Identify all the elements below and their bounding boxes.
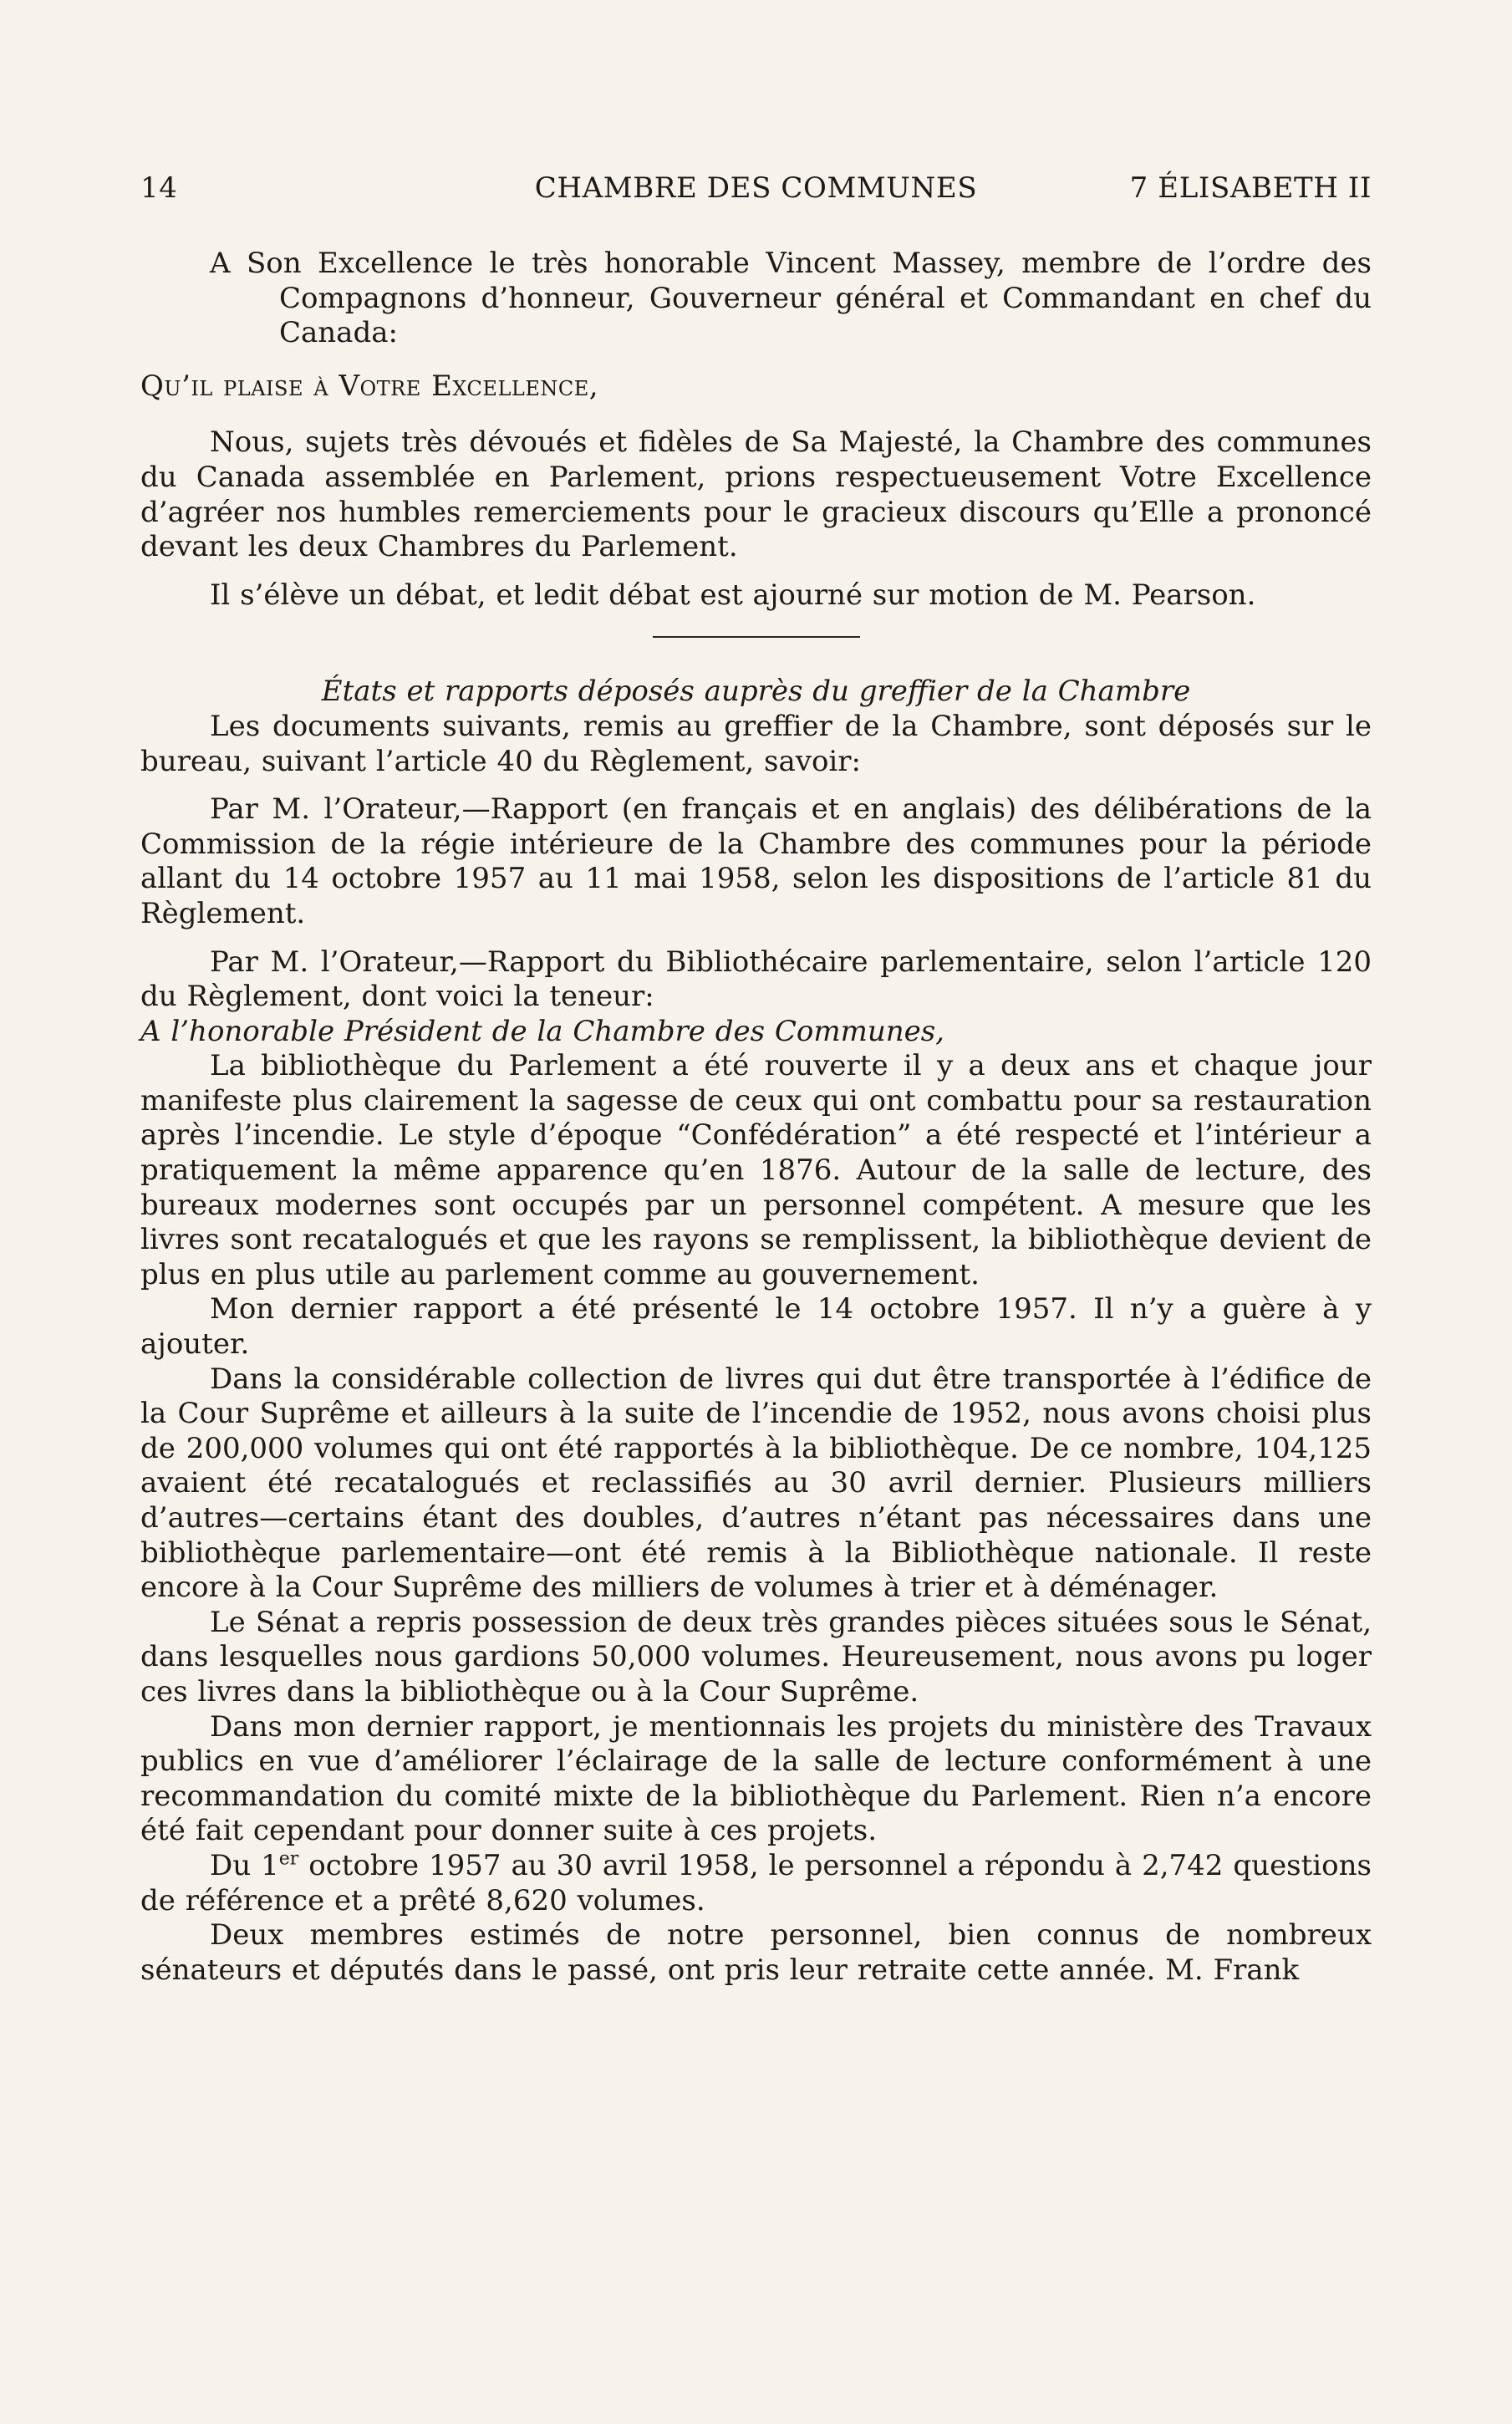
ordinal-superscript: er [278, 1848, 299, 1870]
statistics-paragraph [140, 1849, 1372, 1918]
page-number: 14 [140, 171, 178, 205]
page-body [140, 247, 1372, 1988]
documents-intro-paragraph: Les documents suivants, remis au greffier de la Chambre, sont déposés sur le bureau, suivant l’article 40 du Règlement, savoir: [140, 709, 1372, 778]
running-header [140, 167, 1372, 209]
body-paragraph: Dans la considérable collection de livres qui dut être transportée à l’édifice de la Cour Suprême et ailleurs à la suite de l’incendie de 1952, nous avons choisi plus de 200,000 volumes qui ont été rapportés à la bibliothèque. De ce nombre, 104,125 avaient été recatalogués et reclassifiés au 30 avril dernier. Plusieurs milliers d’autres—certains étant des doubles, d’autres n’étant pas nécessaires dans une bibliothèque parlementaire—ont été remis à la Bibliothèque nationale. Il reste encore à la Cour Suprême des milliers de volumes à trier et à déménager. [140, 1362, 1372, 1605]
body-paragraph: Mon dernier rapport a été présenté le 14 octobre 1957. Il n’y a guère à y ajouter. [140, 1292, 1372, 1362]
debate-paragraph: Il s’élève un débat, et ledit débat est ajourné sur motion de M. Pearson. [210, 578, 1256, 612]
salutation: Qu’il plaise à Votre Excellence, [140, 369, 599, 403]
body-paragraph: La bibliothèque du Parlement a été rouverte il y a deux ans et chaque jour manifeste plus clairement la sagesse de ceux qui ont combattu pour sa restauration après l’incendie. Le style d’époque “Confédération” a été respecté et l’intérieur a pratiquement la même apparence qu’en 1876. Autour de la salle de lecture, des bureaux modernes sont occupés par un personnel compétent. A mesure que les livres sont recatalogués et que les rayons se remplissent, la bibliothèque devient de plus en plus utile au parlement comme au gouvernement. [140, 1049, 1372, 1291]
body-paragraph: Dans mon dernier rapport, je mentionnais les projets du ministère des Travaux publics en vue d’améliorer l’éclairage de la salle de lecture conformément à une recommandation du comité mixte de la bibliothèque du Parlement. Rien n’a encore été fait cependant pour donner suite à ces projets. [140, 1709, 1372, 1848]
address-to-governor-general: A Son Excellence le très honorable Vincent Massey, membre de l’ordre des Compagnons d’honneur, Gouverneur général et Commandant en chef du Canada: [210, 247, 1372, 350]
report-paragraph-1: Par M. l’Orateur,—Rapport (en français et en anglais) des délibérations de la Commission de la régie intérieure de la Chambre des communes pour la période allant du 14 octobre 1957 au 11 mai 1958, selon les dispositions de l’article 81 du Règlement. [140, 792, 1372, 930]
address-heading: A l’honorable Président de la Chambre des Communes, [140, 1014, 944, 1048]
final-paragraph: Deux membres estimés de notre personnel, bien connus de nombreux sénateurs et députés dans le passé, ont pris leur retraite cette année. M. Frank [140, 1918, 1372, 1987]
statistics-lead: Du 1 [210, 1848, 279, 1882]
section-divider [653, 636, 860, 638]
section-title: États et rapports déposés auprès du greffier de la Chambre [321, 675, 1191, 709]
regnal-year: 7 ÉLISABETH II [1129, 171, 1372, 205]
reply-paragraph: Nous, sujets très dévoués et fidèles de Sa Majesté, la Chambre des communes du Canada assemblée en Parlement, prions respectueusement Votre Excellence d’agréer nos humbles remerciements pour le gracieux discours qu’Elle a prononcé devant les deux Chambres du Parlement. [140, 425, 1372, 564]
statistics-rest: octobre 1957 au 30 avril 1958, le personnel a répondu à 2,742 questions de référence et a prêté 8,620 volumes. [140, 1848, 1372, 1917]
report-paragraph-2: Par M. l’Orateur,—Rapport du Bibliothécaire parlementaire, selon l’article 120 du Règlement, dont voici la teneur: [140, 945, 1372, 1014]
header-title: CHAMBRE DES COMMUNES [534, 171, 978, 205]
body-paragraph: Le Sénat a repris possession de deux très grandes pièces situées sous le Sénat, dans lesquelles nous gardions 50,000 volumes. Heureusement, nous avons pu loger ces livres dans la bibliothèque ou à la Cour Suprême. [140, 1605, 1372, 1709]
